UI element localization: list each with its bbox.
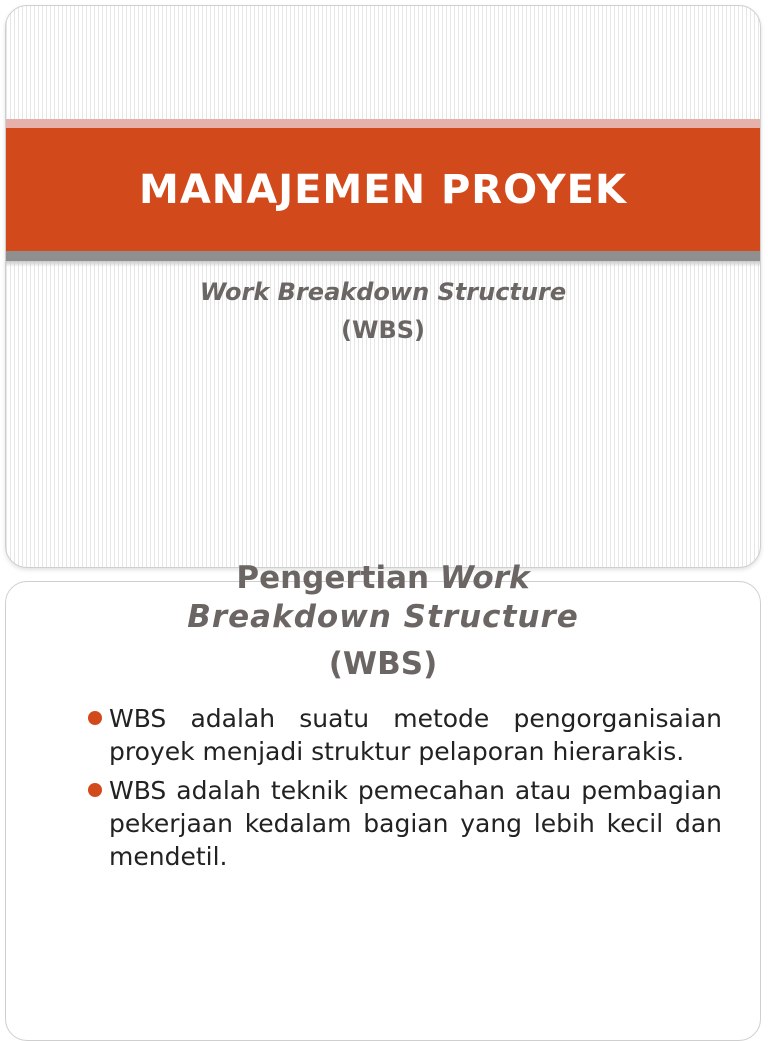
slide-subtitle-line1: Work Breakdown Structure	[199, 278, 567, 306]
bullet-list	[86, 702, 722, 879]
slide-title: MANAJEMEN PROYEK	[139, 166, 627, 213]
content-heading-word-pengertian: Pengertian	[236, 560, 430, 596]
title-band-shadow	[6, 261, 760, 267]
bullet-text: WBS adalah suatu metode pengorganisaian proyek menjadi struktur pelaporan hierarakis.	[109, 704, 722, 766]
title-band-bottom-stripe	[6, 251, 760, 261]
bullet-item	[86, 774, 722, 873]
title-band	[6, 128, 760, 251]
bullet-text: WBS adalah teknik pemecahan atau pembagian pekerjaan kedalam bagian yang lebih kecil dan mendetil.	[109, 776, 722, 871]
content-heading-word-work: Work	[439, 560, 530, 596]
bullet-dot-icon	[88, 783, 102, 797]
content-slide	[5, 560, 761, 1041]
title-slide	[5, 5, 761, 568]
content-heading-line1	[6, 560, 760, 596]
bullet-item	[86, 702, 722, 768]
content-heading-line3: (WBS)	[328, 646, 438, 682]
content-heading-line2: Breakdown Structure	[187, 599, 579, 635]
bullet-dot-icon	[88, 711, 102, 725]
title-band-top-stripe	[6, 119, 760, 128]
slide-subtitle-line2: (WBS)	[341, 316, 425, 344]
